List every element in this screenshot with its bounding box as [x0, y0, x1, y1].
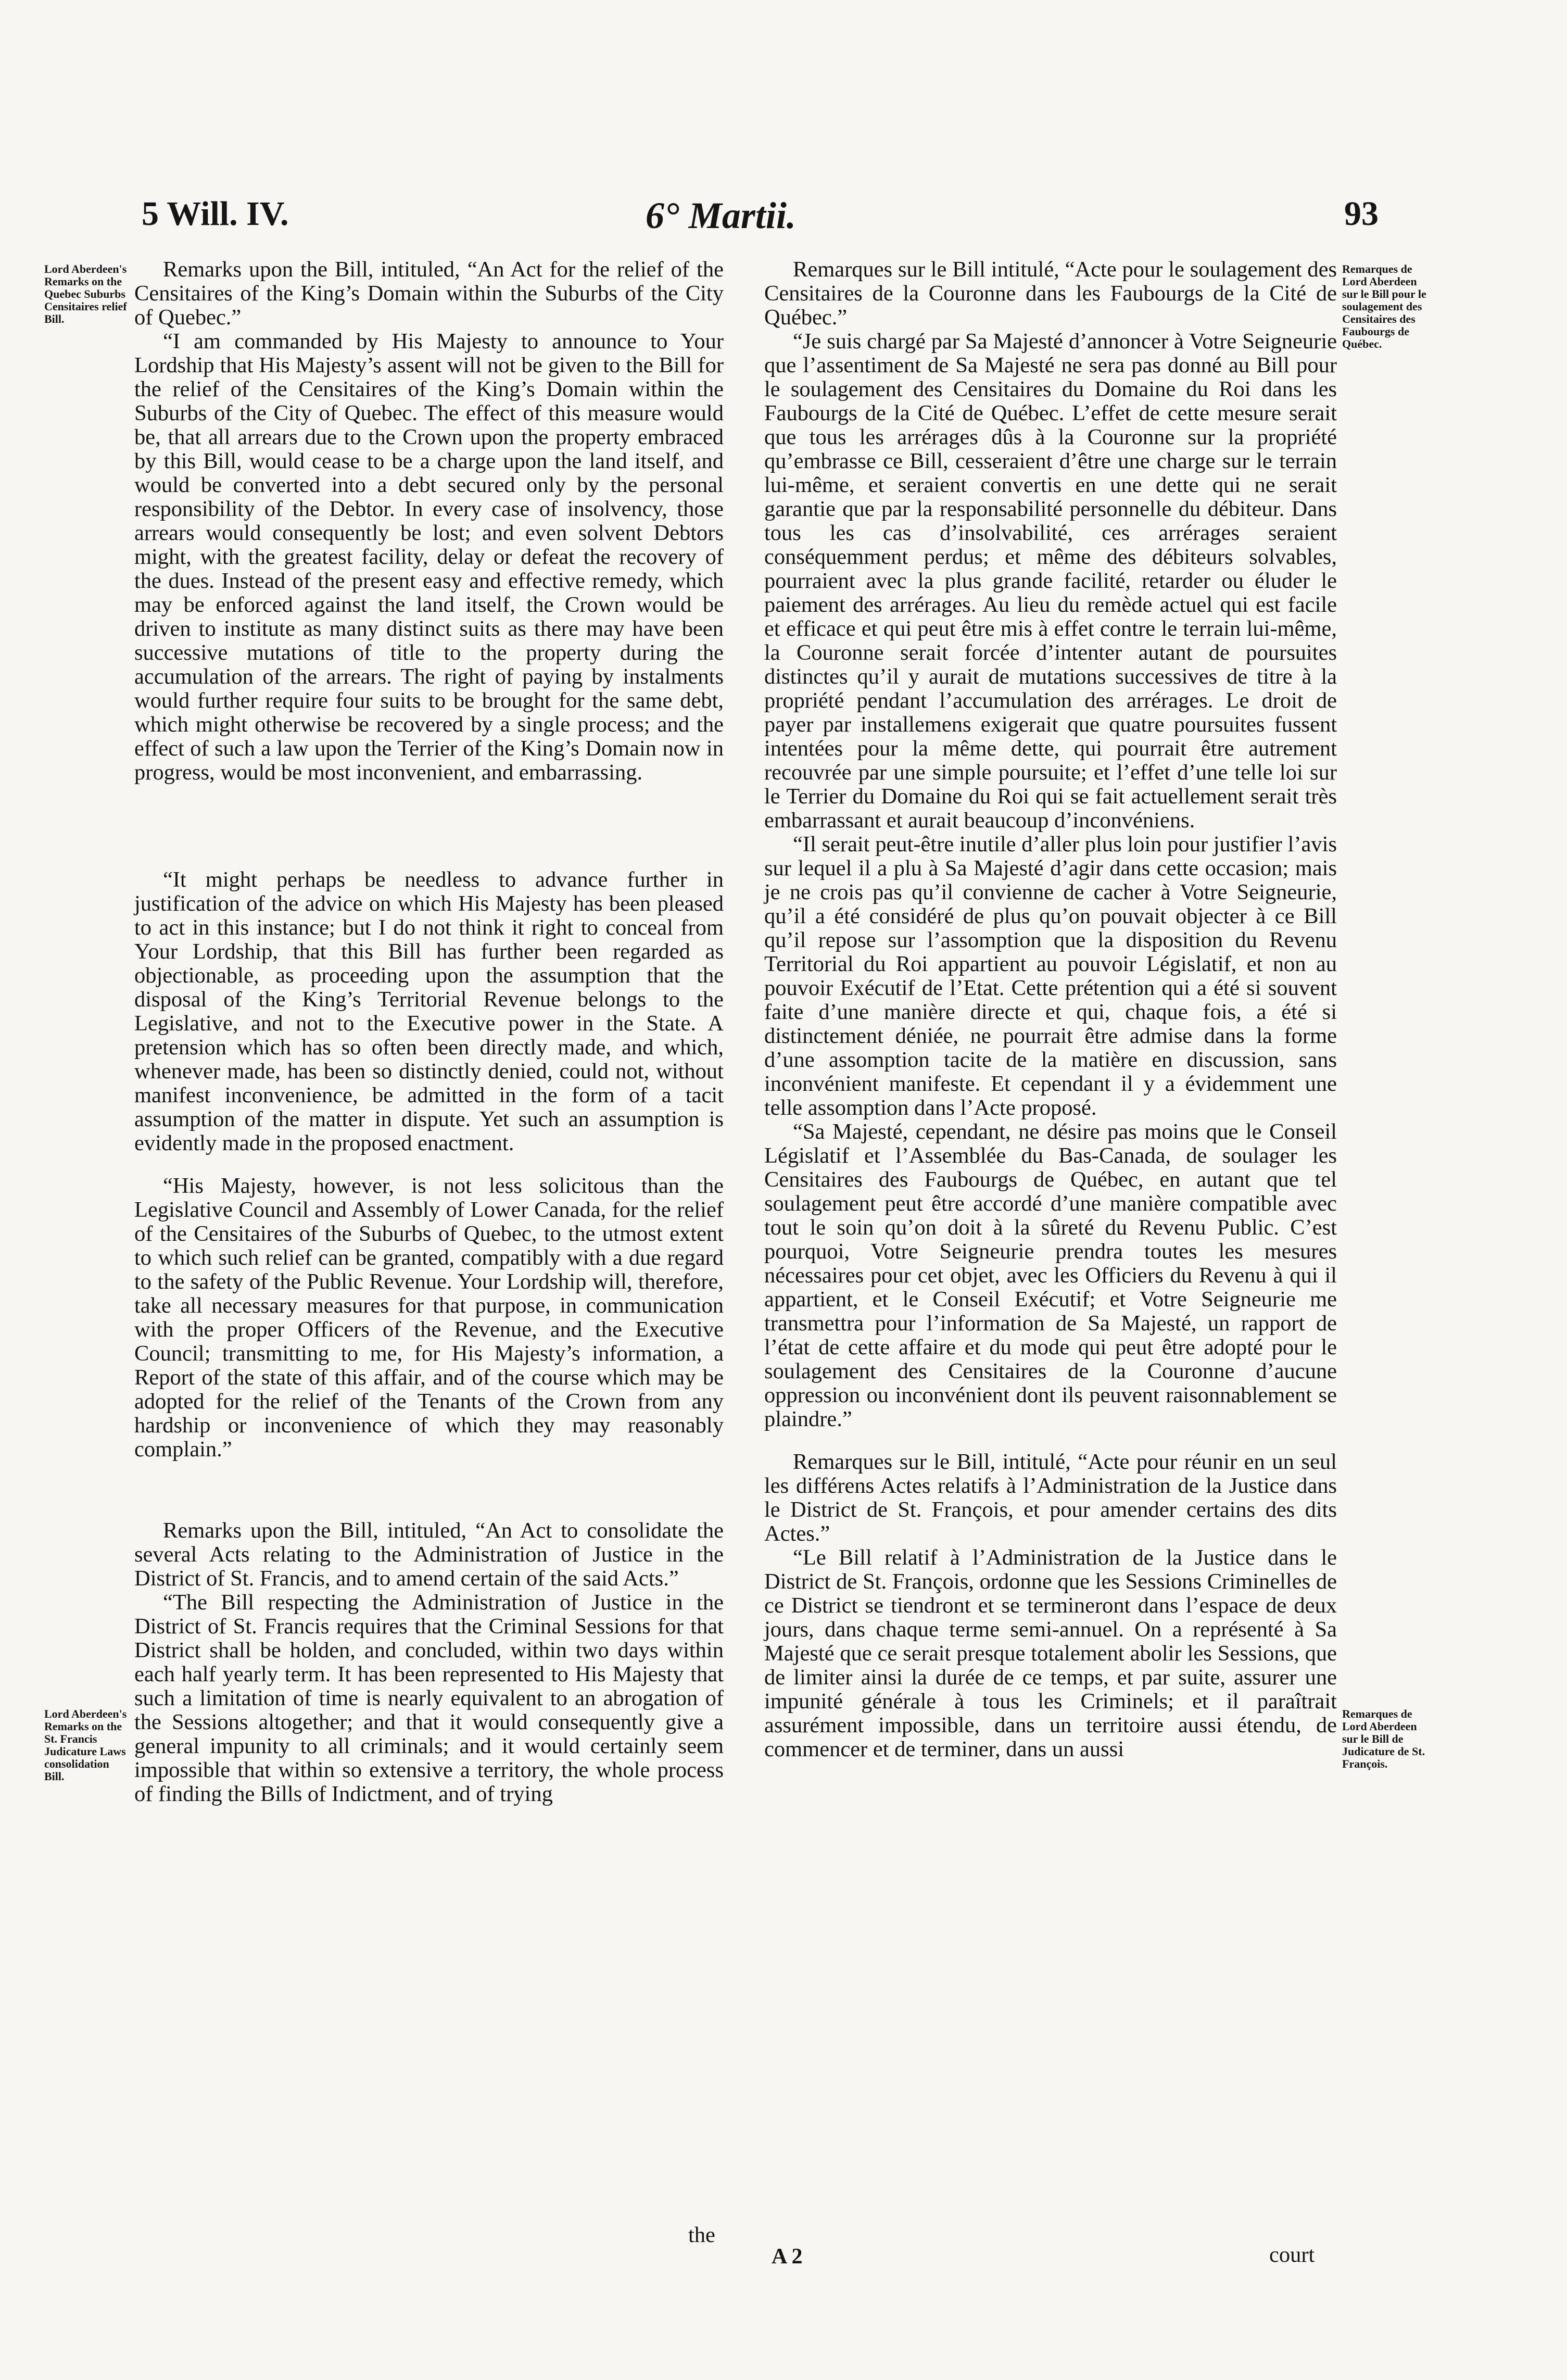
margin-note-en-1: Lord Aberdeen's Remarks on the Quebec Suburbs Censitaires relief Bill.	[44, 262, 127, 325]
fr-paragraph-remarks-st-francis: Remarques sur le Bill, intitulé, “Acte pour réunir en un seul les différens Actes relatifs à l’Administration de la Justice dans le District de St. François, et pour amender certains des dits Actes.”	[764, 1450, 1337, 1546]
fr-paragraph-2: “Il serait peut-être inutile d’aller plus loin pour justifier l’avis sur lequel il a plu à Sa Majesté d’agir dans cette occasion; mais je ne crois pas qu’il convienne de cacher à Votre Seigneurie, qu’il a été considéré de plus qu’on pouvait objecter à ce Bill qu’il repose sur l’assomption que la disposition du Revenu Territorial du Roi appartient au pouvoir Législatif, et non au pouvoir Exécutif de l’Etat. Cette prétention qui a été si souvent faite d’une manière directe et qui, chaque fois, a été si distinctement déniée, ne pourrait être admise dans la forme d’une assomption tacite de la matière en discussion, sans inconvénient manifeste. Et cependant il y a évidemment une telle assomption dans l’Acte proposé.	[764, 832, 1337, 1120]
fr-paragraph-remarks-quebec: Remarques sur le Bill intitulé, “Acte pour le soulagement des Censitaires de la Couronne dans les Faubourgs de la Cité de Québec.”	[764, 257, 1337, 330]
en-paragraph-remarks-st-francis: Remarks upon the Bill, intituled, “An Act to consolidate the several Acts relating to the Administration of Justice in the District of St. Francis, and to amend certain of the said Acts.”	[134, 1518, 724, 1591]
french-column	[764, 258, 1337, 1761]
en-paragraph-1: “I am commanded by His Majesty to announce to Your Lordship that His Majesty’s assent will not be given to the Bill for the relief of the Censitaires of the King’s Domain within the Suburbs of the City of Quebec. The effect of this measure would be, that all arrears due to the Crown upon the property embraced by this Bill, would cease to be a charge upon the land itself, and would be converted into a debt secured only by the personal responsibility of the Debtor. In every case of insolvency, those arrears would consequently be lost; and even solvent Debtors might, with the greatest facility, delay or defeat the recovery of the dues. Instead of the present easy and effective remedy, which may be enforced against the land itself, the Crown would be driven to institute as many distinct suits as there may have been successive mutations of title to the property during the accumulation of the arrears. The right of paying by instalments would further require four suits to be brought for the same debt, which might otherwise be recovered by a single process; and the effect of such a law upon the Terrier of the King’s Domain now in progress, would be most inconvenient, and embarrassing.	[134, 329, 724, 785]
fr-paragraph-1: “Je suis chargé par Sa Majesté d’annoncer à Votre Seigneurie que l’assentiment de Sa Majesté ne sera pas donné au Bill pour le soulagement des Censitaires du Domaine du Roi dans les Faubourgs de la Cité de Québec. L’effet de cette mesure serait que tous les arrérages dûs à la Couronne sur la propriété qu’embrasse ce Bill, cesseraient d’être une charge sur le terrain lui-même, et seraient convertis en une dette qui ne serait garantie que par la responsabilité personnelle du débiteur. Dans tous les cas d’insolvabilité, ces arrérages seraient conséquemment perdus; et même des débiteurs solvables, pourraient avec la plus grande facilité, retarder ou éluder le paiement des arrérages. Au lieu du remède actuel qui est facile et efficace et qui peut être mis à effet contre le terrain lui-même, la Couronne serait forcée d’intenter autant de poursuites distinctes qu’il y aurait de mutations successives de titre à la propriété pendant l’accumulation des arrérages. Le droit de payer par installemens exigerait que quatre poursuites fussent intentées pour la même dette, qui pourrait être autrement recouvrée par une simple poursuite; et l’effet d’une telle loi sur le Terrier du Domaine du Roi qui se fait actuellement serait très embarrassant et aurait beaucoup d’inconvéniens.	[764, 329, 1337, 833]
header-date: 6° Martii.	[646, 195, 796, 236]
en-paragraph-2: “It might perhaps be needless to advance further in justification of the advice on which His Majesty has been pleased to act in this instance; but I do not think it right to conceal from Your Lordship, that this Bill has further been regarded as objectionable, as proceeding upon the assumption that the disposal of the King’s Territorial Revenue belongs to the Legislative, and not to the Executive power in the State. A pretension which has so often been directly made, and which, whenever made, has been so distinctly denied, could not, without manifest inconvenience, be admitted in the form of a tacit assumption of the matter in dispute. Yet such an assumption is evidently made in the proposed enactment.	[134, 867, 724, 1155]
signature-mark: A 2	[772, 2245, 803, 2269]
fr-paragraph-3: “Sa Majesté, cependant, ne désire pas moins que le Conseil Législatif et l’Assemblée du Bas-Canada, de soulager les Censitaires des Faubourgs de Québec, en autant que tel soulagement peut être accordé d’une manière compatible avec tout le soin qu’on doit à la sûreté du Revenu Public. C’est pourquoi, Votre Seigneurie prendra toutes les mesures nécessaires pour cet objet, avec les Officiers du Revenu à qui il appartient, et le Conseil Exécutif; et Votre Seigneurie me transmettra pour l’information de Sa Majesté, un rapport de l’état de cette affaire et du mode qui peut être adopté pour le soulagement des Censitaires de la Couronne d’aucune oppression ou inconvénient dont ils peuvent raisonnablement se plaindre.”	[764, 1119, 1337, 1431]
en-paragraph-4: “The Bill respecting the Administration of Justice in the District of St. Francis requires that the Criminal Sessions for that District shall be holden, and concluded, within two days within each half yearly term. It has been represented to His Majesty that such a limitation of time is nearly equivalent to an abrogation of the Sessions altogether; and that it would consequently give a general impunity to all criminals; and it would certainly seem impossible that within so extensive a territory, the whole process of finding the Bills of Indictment, and of trying	[134, 1590, 724, 1806]
en-paragraph-3: “His Majesty, however, is not less solicitous than the Legislative Council and Assembly of Lower Canada, for the relief of the Censitaires of the Suburbs of Quebec, to the utmost extent to which such relief can be granted, compatibly with a due regard to the safety of the Public Revenue. Your Lordship will, therefore, take all necessary measures for that purpose, in communication with the proper Officers of the Revenue, and the Executive Council; transmitting to me, for His Majesty’s information, a Report of the state of this affair, and of the course which may be adopted for the relief of the Tenants of the Crown from any hardship or inconvenience of which they may reasonably complain.”	[134, 1174, 724, 1462]
fr-paragraph-4: “Le Bill relatif à l’Administration de la Justice dans le District de St. François, ordonne que les Sessions Criminelles de ce District se tiendront et se termineront dans l’espace de deux jours, dans chaque terme semi-annuel. On a représenté à Sa Majesté que ce serait presque totalement abolir les Sessions, que de limiter ainsi la durée de ce temps, et par suite, assurer une impunité générale à tous les Criminels; et il paraîtrait assurément impossible, dans un territoire aussi étendu, de commencer et de terminer, dans un aussi	[764, 1545, 1337, 1761]
margin-note-fr-1: Remarques de Lord Aberdeen sur le Bill pour le soulagement des Censitaires des Faubourgs de Québec.	[1342, 262, 1426, 350]
english-column	[134, 258, 724, 1806]
margin-note-en-2: Lord Aberdeen's Remarks on the St. Francis Judicature Laws consolidation Bill.	[44, 1707, 127, 1783]
en-catchword: the	[688, 2223, 715, 2247]
page-number: 93	[1344, 195, 1379, 233]
margin-note-fr-2: Remarques de Lord Aberdeen sur le Bill de Judicature de St. François.	[1342, 1707, 1425, 1770]
header-regnal-year: 5 Will. IV.	[142, 195, 289, 233]
en-paragraph-remarks-quebec: Remarks upon the Bill, intituled, “An Act for the relief of the Censitaires of the King’s Domain within the Suburbs of the City of Quebec.”	[134, 257, 724, 330]
fr-catchword: court	[1269, 2243, 1315, 2267]
